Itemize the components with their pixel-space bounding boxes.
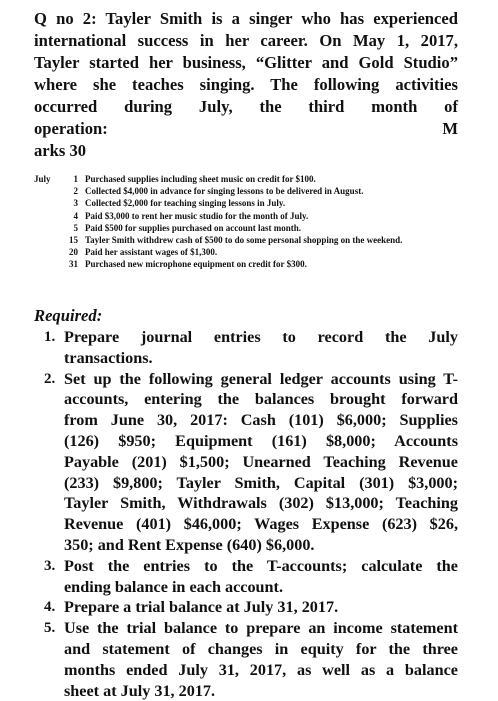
requirement-item [44,327,458,369]
question-line: operation: M [34,119,458,138]
requirement-line: ending balance in each account. [64,577,283,596]
activity-day: 5 [73,222,78,233]
activity-item [34,197,454,209]
activity-day: 2 [73,186,78,197]
requirement-line: accounts, entering the balances brought forward [64,390,458,409]
requirement-item [44,369,458,556]
activity-text: Collected $4,000 in advance for singing lessons to be delivered in August. [85,186,364,197]
requirement-line: (126) $950; Equipment (161) $8,000; Accounts [64,431,458,450]
activity-month [34,222,60,234]
requirement-line: sheet at July 31, 2017. [64,681,216,700]
question-line: occurred during July, the third month of [34,97,458,116]
question-line: Tayler started her business, “Glitter and Gold Studio” [34,53,458,72]
requirement-number: 1. [44,329,56,345]
activity-text: Tayler Smith withdrew cash of $500 to do some personal shopping on the weekend. [85,235,403,246]
activity-day: 15 [69,235,78,246]
required-heading: Required: [34,306,103,325]
activity-day: 3 [73,198,78,209]
activity-item [34,234,454,246]
requirement-item [44,556,458,598]
activity-list [34,173,454,271]
activity-text: Collected $2,000 for teaching singing lessons in July. [85,198,286,209]
requirement-line: Prepare journal entries to record the July [64,328,458,346]
activity-text: Paid $3,000 to rent her music studio for the month of July. [85,210,309,221]
requirement-number: 3. [44,557,56,574]
requirement-line: and statement of changes in equity for the three [64,639,458,658]
question-line: arks 30 [34,141,87,160]
activity-month [34,197,60,209]
requirement-line: 350; and Rent Expense (640) $6,000. [64,535,315,554]
activity-day: 4 [73,210,78,221]
requirement-line: from June 30, 2017: Cash (101) $6,000; Supplies [64,411,458,430]
activity-month: July [34,174,51,184]
requirement-line: Use the trial balance to prepare an income statement [64,619,458,638]
requirement-list [44,327,458,701]
activity-text: Purchased new microphone equipment on credit for $300. [85,259,307,270]
activity-item [34,258,454,270]
question-line: where she teaches singing. The following activities [34,75,458,94]
activity-month [34,258,60,270]
activity-text: Paid $500 for supplies purchased on account last month. [85,222,301,233]
activity-day: 31 [69,259,78,270]
activity-month [34,185,60,197]
requirement-line: Post the entries to the T-accounts; calculate the [64,556,458,575]
requirement-line: Prepare a trial balance at July 31, 2017. [64,598,339,617]
activity-text: Paid her assistant wages of $1,300. [85,247,218,258]
question-line: Q no 2: Tayler Smith is a singer who has experienced [34,9,458,28]
activity-month [34,210,60,222]
question-line: international success in her career. On May 1, 2017, [34,31,458,50]
activity-item [34,173,454,185]
activity-day: 20 [69,247,78,258]
requirement-line: Set up the following general ledger accounts using T- [64,369,458,388]
activity-item [34,210,454,222]
activity-item [34,185,454,197]
requirement-line: Payable (201) $1,500; Unearned Teaching Revenue [64,452,458,471]
requirement-line: transactions. [64,348,153,367]
requirement-line: Tayler Smith, Withdrawals (302) $13,000; Teaching [64,494,458,513]
requirement-number: 4. [44,599,56,616]
activity-day: 1 [73,174,78,184]
requirement-item [44,618,458,701]
activity-month [34,246,60,258]
requirement-line: Revenue (401) $46,000; Wages Expense (623) $26, [64,515,458,534]
requirement-item [44,597,458,618]
activity-item [34,246,454,258]
requirement-line: (233) $9,800; Tayler Smith, Capital (301) $3,000; [64,473,458,492]
requirement-number: 5. [44,620,56,637]
activity-month [34,234,60,246]
activity-text: Purchased supplies including sheet music on credit for $100. [85,174,316,184]
activity-item [34,222,454,234]
requirement-line: months ended July 31, 2017, as well as a balance [64,660,458,679]
requirement-number: 2. [44,370,56,387]
question-paragraph [34,8,458,162]
